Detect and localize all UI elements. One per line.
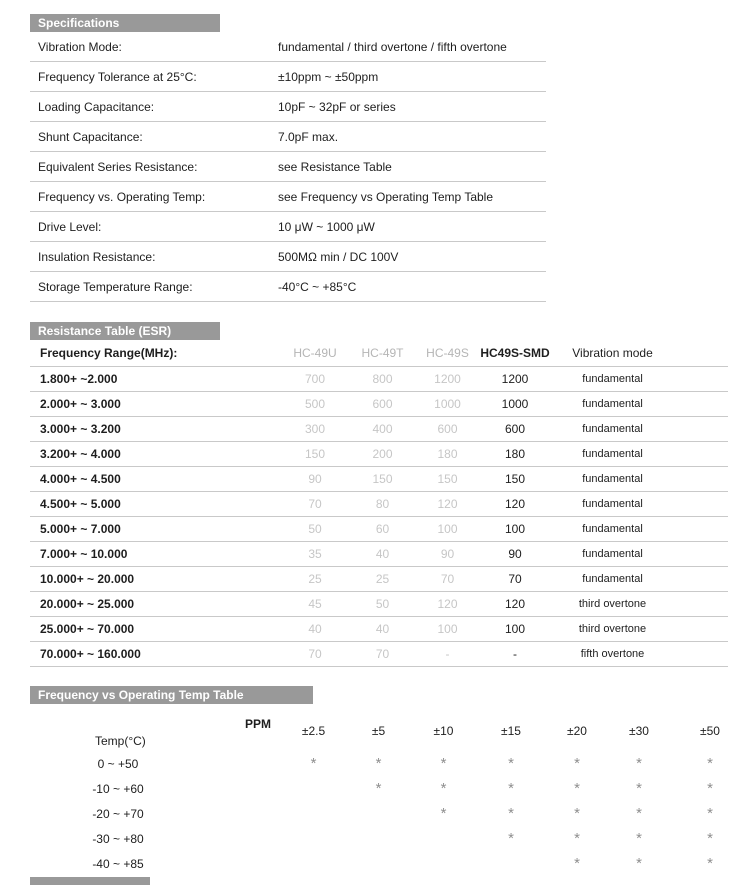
temp-range: -10 ~ +60 [92, 781, 144, 796]
availability-mark: * [508, 830, 514, 847]
col-header-frequency-range: Frequency Range(MHz): [40, 346, 178, 360]
temp-axis-label: Temp(°C) [95, 734, 146, 748]
ppm-col-header: ±10 [433, 724, 454, 738]
cell-hc-49s: - [445, 647, 450, 661]
cell-hc-49s: 120 [437, 497, 458, 511]
availability-mark: * [440, 780, 447, 797]
cell-frequency-range: 4.000+ ~ 4.500 [40, 472, 121, 486]
cell-hc-49t: 60 [375, 522, 390, 536]
cell-hc-49s: 120 [437, 597, 458, 611]
table-row [30, 442, 728, 467]
cell-hc-49u: 25 [308, 572, 322, 586]
cell-frequency-range: 7.000+ ~ 10.000 [40, 547, 128, 561]
cell-hc-49u: 45 [308, 597, 322, 611]
table-row [30, 751, 750, 776]
availability-mark: * [508, 805, 514, 822]
cell-hc-49s: 150 [437, 472, 458, 486]
cell-hc-49s: 90 [440, 547, 455, 561]
col-header-hc-49u: HC-49U [293, 346, 337, 360]
cell-hc-49s: 100 [437, 522, 458, 536]
spec-label: Frequency Tolerance at 25°C: [38, 69, 197, 84]
table-row [30, 617, 728, 642]
col-header-hc-49t: HC-49T [361, 346, 404, 360]
ppm-header-row [30, 724, 750, 738]
availability-mark: * [574, 805, 580, 822]
spec-row [30, 92, 546, 122]
cell-hc-49t: 50 [375, 597, 390, 611]
cell-hc-49t: 150 [372, 472, 393, 486]
availability-mark: * [636, 780, 642, 797]
cell-hc49s-smd: 150 [504, 472, 526, 486]
cell-vibration-mode: fundamental [582, 398, 643, 410]
cell-frequency-range: 25.000+ ~ 70.000 [40, 622, 135, 636]
availability-mark: * [310, 755, 317, 772]
availability-mark: * [508, 755, 514, 772]
cell-vibration-mode: third overtone [578, 598, 647, 610]
freq-temp-section-header: Frequency vs Operating Temp Table [30, 686, 313, 704]
cell-frequency-range: 70.000+ ~ 160.000 [40, 647, 141, 661]
cell-hc-49u: 700 [304, 372, 326, 386]
table-row [30, 417, 728, 442]
temp-range: -30 ~ +80 [92, 831, 144, 846]
spec-row [30, 182, 546, 212]
cell-hc-49u: 70 [308, 497, 322, 511]
ppm-col-header: ±15 [501, 724, 521, 738]
cell-hc-49t: 600 [372, 397, 393, 411]
cell-hc-49u: 90 [308, 472, 322, 486]
spec-value: 500MΩ min / DC 100V [278, 249, 399, 264]
resistance-table-header-row [30, 340, 728, 367]
specifications-section-header: Specifications [30, 14, 220, 32]
col-header-hc49s-smd: HC49S-SMD [480, 346, 550, 360]
availability-mark: * [707, 755, 713, 772]
availability-mark: * [574, 780, 580, 797]
cell-hc-49u: 50 [308, 522, 322, 536]
col-header-vibration-mode: Vibration mode [572, 346, 653, 360]
ppm-label: PPM [245, 717, 272, 731]
cell-hc-49t: 800 [372, 372, 393, 386]
spec-value: 7.0pF max. [278, 129, 339, 144]
resistance-table [30, 340, 728, 667]
temp-range: -40 ~ +85 [92, 856, 144, 871]
table-row [30, 542, 728, 567]
temp-range: -20 ~ +70 [92, 806, 144, 821]
table-row [30, 801, 750, 826]
spec-row [30, 242, 546, 272]
table-row [30, 467, 728, 492]
availability-mark: * [574, 855, 580, 872]
availability-mark: * [508, 780, 514, 797]
resistance-table-section-header: Resistance Table (ESR) [30, 322, 220, 340]
cell-hc-49u: 150 [304, 447, 326, 461]
spec-label: Storage Temperature Range: [38, 279, 193, 294]
cell-hc-49u: 40 [308, 622, 322, 636]
cell-hc-49s: 180 [437, 447, 458, 461]
cell-hc-49s: 1000 [434, 397, 461, 411]
cell-vibration-mode: fundamental [582, 473, 643, 485]
spec-value: 10pF ~ 32pF or series [278, 99, 396, 114]
cell-frequency-range: 10.000+ ~ 20.000 [40, 572, 135, 586]
cell-hc-49u: 300 [304, 422, 326, 436]
ppm-col-header: ±50 [700, 724, 720, 738]
cell-frequency-range: 3.200+ ~ 4.000 [40, 447, 121, 461]
spec-row [30, 152, 546, 182]
spec-label: Vibration Mode: [38, 39, 122, 54]
temp-range: 0 ~ +50 [97, 756, 139, 771]
cell-hc49s-smd: 100 [504, 622, 526, 636]
table-row [30, 517, 728, 542]
cell-hc49s-smd: 120 [504, 497, 526, 511]
availability-mark: * [707, 780, 713, 797]
cell-hc-49s: 70 [440, 572, 455, 586]
availability-mark: * [440, 755, 447, 772]
availability-mark: * [636, 855, 642, 872]
availability-mark: * [440, 805, 447, 822]
cell-frequency-range: 20.000+ ~ 25.000 [40, 597, 135, 611]
spec-value: -40°C ~ +85°C [278, 279, 357, 294]
ppm-col-header: ±30 [629, 724, 649, 738]
availability-mark: * [574, 755, 580, 772]
table-row [30, 567, 728, 592]
availability-mark: * [375, 755, 382, 772]
cell-hc-49u: 500 [304, 397, 326, 411]
spec-value: ±10ppm ~ ±50ppm [278, 69, 379, 84]
cell-vibration-mode: fundamental [582, 448, 643, 460]
ppm-col-header: ±20 [567, 724, 587, 738]
cell-frequency-range: 1.800+ ~2.000 [40, 372, 118, 386]
cell-vibration-mode: fundamental [582, 523, 643, 535]
cell-frequency-range: 5.000+ ~ 7.000 [40, 522, 121, 536]
cell-vibration-mode: fifth overtone [580, 648, 645, 660]
spec-label: Loading Capacitance: [38, 99, 155, 114]
cell-hc49s-smd: 600 [504, 422, 526, 436]
cell-hc49s-smd: 1200 [501, 372, 529, 386]
cell-hc-49t: 200 [372, 447, 393, 461]
availability-mark: * [707, 805, 713, 822]
ppm-col-header: ±2.5 [301, 724, 326, 738]
spec-value: see Frequency vs Operating Temp Table [278, 189, 494, 204]
cell-hc-49t: 40 [375, 547, 390, 561]
col-header-hc-49s: HC-49S [426, 346, 469, 360]
cell-hc49s-smd: 1000 [501, 397, 529, 411]
availability-mark: * [574, 830, 580, 847]
table-row [30, 851, 750, 876]
cell-hc49s-smd: 70 [508, 572, 522, 586]
cell-hc-49t: 40 [375, 622, 390, 636]
table-row [30, 826, 750, 851]
freq-temp-table [30, 751, 750, 876]
spacer [30, 724, 281, 738]
spec-row [30, 62, 546, 92]
cell-vibration-mode: fundamental [582, 423, 643, 435]
cell-hc-49u: 70 [308, 647, 322, 661]
spec-label: Drive Level: [38, 219, 102, 234]
cell-hc-49t: 80 [375, 497, 390, 511]
cell-frequency-range: 4.500+ ~ 5.000 [40, 497, 121, 511]
specifications-table [30, 32, 546, 302]
cell-hc-49t: 70 [375, 647, 390, 661]
availability-mark: * [707, 855, 713, 872]
availability-mark: * [375, 780, 382, 797]
spec-value: see Resistance Table [278, 159, 392, 174]
cell-hc49s-smd: 100 [504, 522, 526, 536]
cell-hc-49s: 1200 [434, 372, 461, 386]
spec-value: 10 μW ~ 1000 μW [278, 219, 375, 234]
table-row [30, 592, 728, 617]
spec-label: Insulation Resistance: [38, 249, 156, 264]
cell-frequency-range: 3.000+ ~ 3.200 [40, 422, 121, 436]
table-row [30, 776, 750, 801]
spec-label: Shunt Capacitance: [38, 129, 143, 144]
cell-hc49s-smd: - [513, 647, 517, 661]
table-row [30, 642, 728, 667]
availability-mark: * [636, 805, 642, 822]
cell-hc-49s: 100 [437, 622, 458, 636]
cell-hc49s-smd: 180 [504, 447, 526, 461]
cell-vibration-mode: fundamental [582, 373, 643, 385]
cell-hc-49s: 600 [437, 422, 458, 436]
availability-mark: * [636, 755, 642, 772]
table-row [30, 367, 728, 392]
cell-hc49s-smd: 90 [508, 547, 522, 561]
spec-label: Frequency vs. Operating Temp: [38, 189, 206, 204]
table-row [30, 492, 728, 517]
cell-hc-49t: 400 [372, 422, 393, 436]
spec-row [30, 272, 546, 302]
spec-row [30, 122, 546, 152]
spec-row [30, 212, 546, 242]
table-row [30, 392, 728, 417]
next-section-header-cutoff [30, 877, 150, 885]
cell-vibration-mode: fundamental [582, 498, 643, 510]
cell-hc49s-smd: 120 [504, 597, 526, 611]
cell-vibration-mode: fundamental [582, 573, 643, 585]
spec-value: fundamental / third overtone / fifth overtone [278, 39, 507, 54]
cell-vibration-mode: third overtone [578, 623, 647, 635]
availability-mark: * [636, 830, 642, 847]
spec-row [30, 32, 546, 62]
availability-mark: * [707, 830, 713, 847]
cell-vibration-mode: fundamental [582, 548, 643, 560]
cell-frequency-range: 2.000+ ~ 3.000 [40, 397, 121, 411]
spec-label: Equivalent Series Resistance: [38, 159, 198, 174]
cell-hc-49t: 25 [375, 572, 390, 586]
cell-hc-49u: 35 [308, 547, 322, 561]
ppm-col-header: ±5 [371, 724, 386, 738]
